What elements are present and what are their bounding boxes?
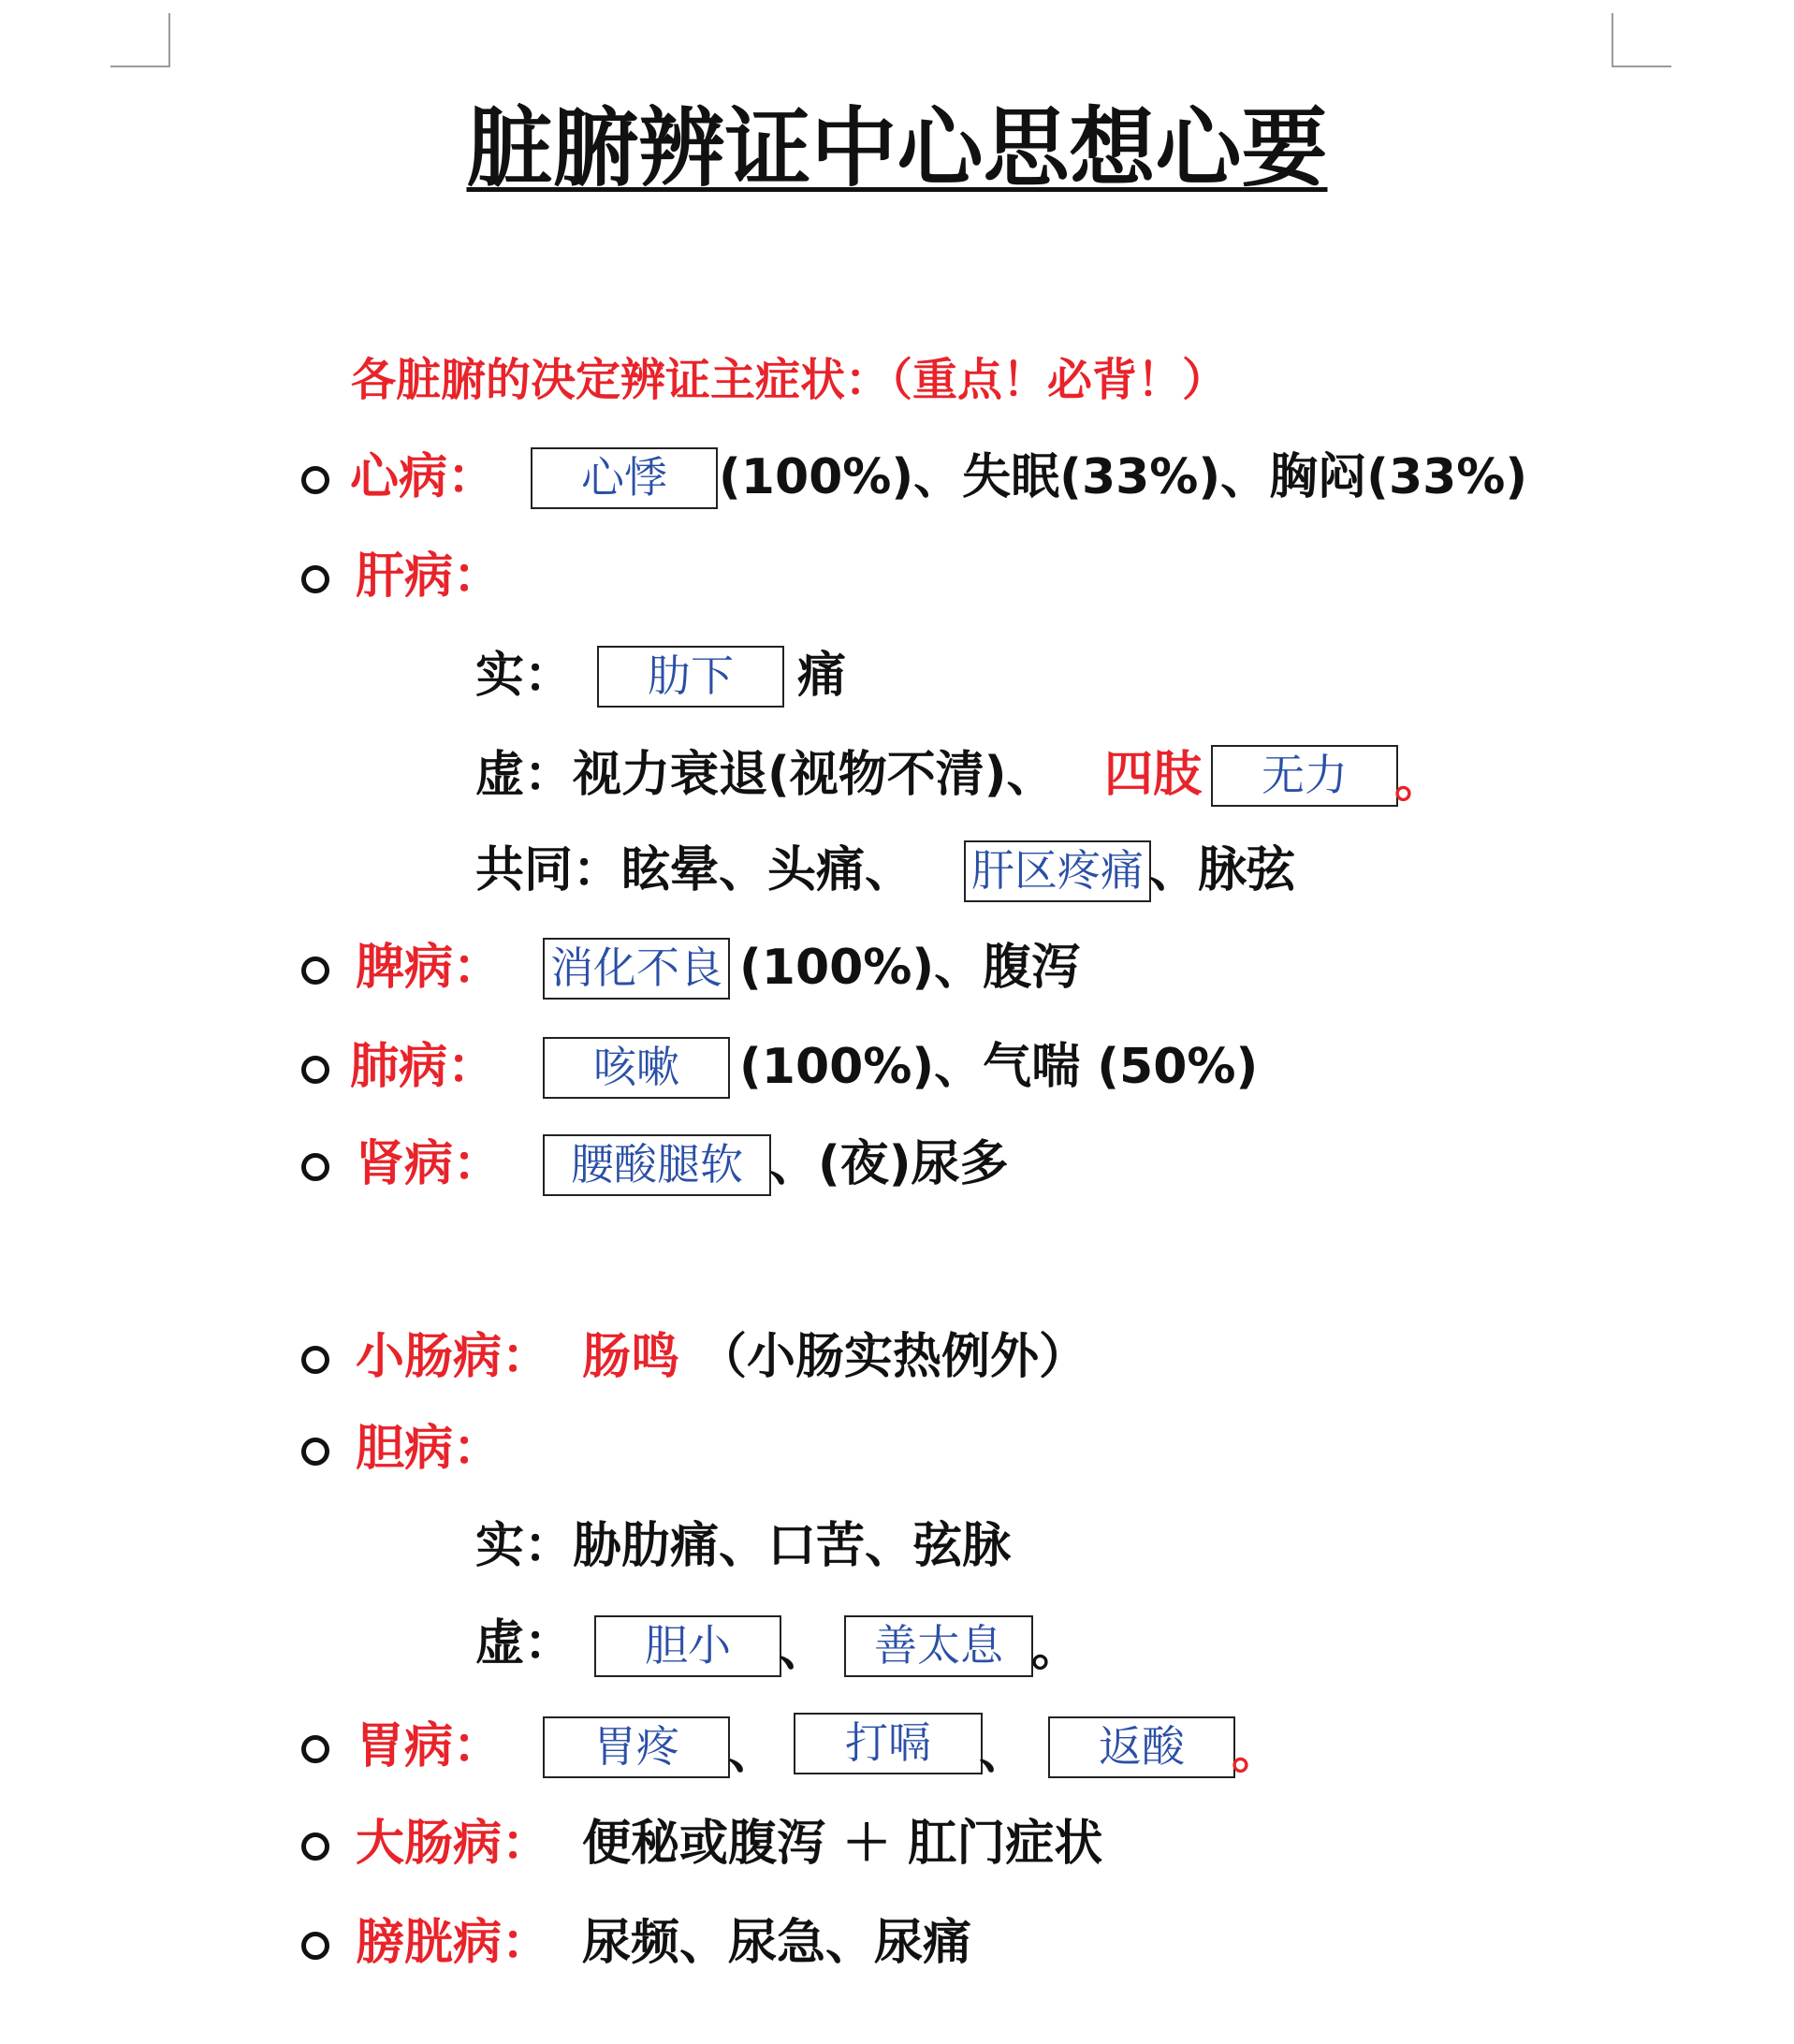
liver-common-blank: 肝区疼痛 <box>964 840 1151 902</box>
gallbladder-xu-blank-1: 胆小 <box>594 1615 781 1677</box>
gallbladder-xu-blank-2: 善太息 <box>844 1615 1033 1677</box>
gallbladder-xu-end: 。 <box>1031 1621 1081 1677</box>
bullet-icon <box>301 1735 329 1763</box>
section-subtitle: 各脏腑的决定辨证主症状：（重点！必背！） <box>351 354 1228 406</box>
small-intestine-label: 小肠病： <box>356 1329 551 1385</box>
liver-shi-blank: 肋下 <box>597 646 784 708</box>
bullet-icon <box>301 1932 329 1960</box>
liver-label: 肝病： <box>356 548 503 605</box>
liver-common-suffix: 、脉弦 <box>1149 842 1296 898</box>
stomach-end: 。 <box>1232 1724 1281 1780</box>
small-intestine-note: （小肠实热例外） <box>698 1329 1088 1385</box>
bullet-icon <box>301 1153 329 1181</box>
page-title: 脏腑辨证中心思想心要 <box>466 98 1328 198</box>
small-intestine-red: 肠鸣 <box>582 1329 680 1385</box>
lung-symptoms: (100%)、气喘 (50%) <box>739 1039 1259 1095</box>
crop-mark-top-left <box>110 13 170 67</box>
bullet-icon <box>301 565 329 593</box>
bullet-icon <box>301 1832 329 1861</box>
stomach-sep-2: 、 <box>979 1724 1028 1780</box>
liver-shi-prefix: 实： <box>475 648 574 704</box>
liver-common-prefix: 共同：眩晕、头痛、 <box>475 842 914 898</box>
crop-mark-top-right <box>1612 13 1671 67</box>
kidney-label: 肾病： <box>356 1136 503 1192</box>
stomach-label: 胃病： <box>356 1718 503 1774</box>
stomach-blank-2: 打嗝 <box>794 1713 983 1774</box>
lung-label: 肺病： <box>350 1039 497 1095</box>
gallbladder-label: 胆病： <box>356 1421 503 1477</box>
heart-label: 心病： <box>350 449 497 505</box>
lung-blank: 咳嗽 <box>543 1037 730 1099</box>
liver-xu-prefix: 虚：视力衰退(视物不清)、 <box>475 747 1056 803</box>
bullet-icon <box>301 466 329 494</box>
gallbladder-xu-prefix: 虚： <box>475 1615 574 1672</box>
bladder-label: 膀胱病： <box>356 1915 551 1971</box>
gallbladder-shi: 实：胁肋痛、口苦、弦脉 <box>475 1518 1012 1574</box>
bullet-icon <box>301 1346 329 1374</box>
kidney-symptoms: 、(夜)尿多 <box>769 1136 1009 1192</box>
liver-xu-blank: 无力 <box>1211 745 1398 807</box>
bullet-icon <box>301 1438 329 1466</box>
stomach-sep-1: 、 <box>728 1724 778 1780</box>
bladder-symptoms: 尿频、尿急、尿痛 <box>582 1915 972 1971</box>
spleen-symptoms: (100%)、腹泻 <box>739 940 1081 996</box>
spleen-label: 脾病： <box>356 940 503 996</box>
stomach-blank-3: 返酸 <box>1048 1716 1235 1778</box>
bullet-icon <box>301 1056 329 1084</box>
large-intestine-label: 大肠病： <box>356 1816 551 1872</box>
large-intestine-symptoms: 便秘或腹泻 ＋ 肛门症状 <box>582 1816 1103 1872</box>
liver-xu-end: 。 <box>1394 752 1444 809</box>
bullet-icon <box>301 956 329 985</box>
heart-symptoms: (100%)、失眠(33%)、胸闷(33%) <box>719 449 1528 505</box>
spleen-blank: 消化不良 <box>543 938 730 1000</box>
liver-xu-red: 四肢 <box>1104 747 1203 803</box>
kidney-blank: 腰酸腿软 <box>543 1134 771 1196</box>
gallbladder-xu-sep: 、 <box>779 1621 828 1677</box>
liver-shi-suffix: 痛 <box>797 648 847 704</box>
stomach-blank-1: 胃疼 <box>543 1716 730 1778</box>
heart-blank: 心悸 <box>531 447 718 509</box>
